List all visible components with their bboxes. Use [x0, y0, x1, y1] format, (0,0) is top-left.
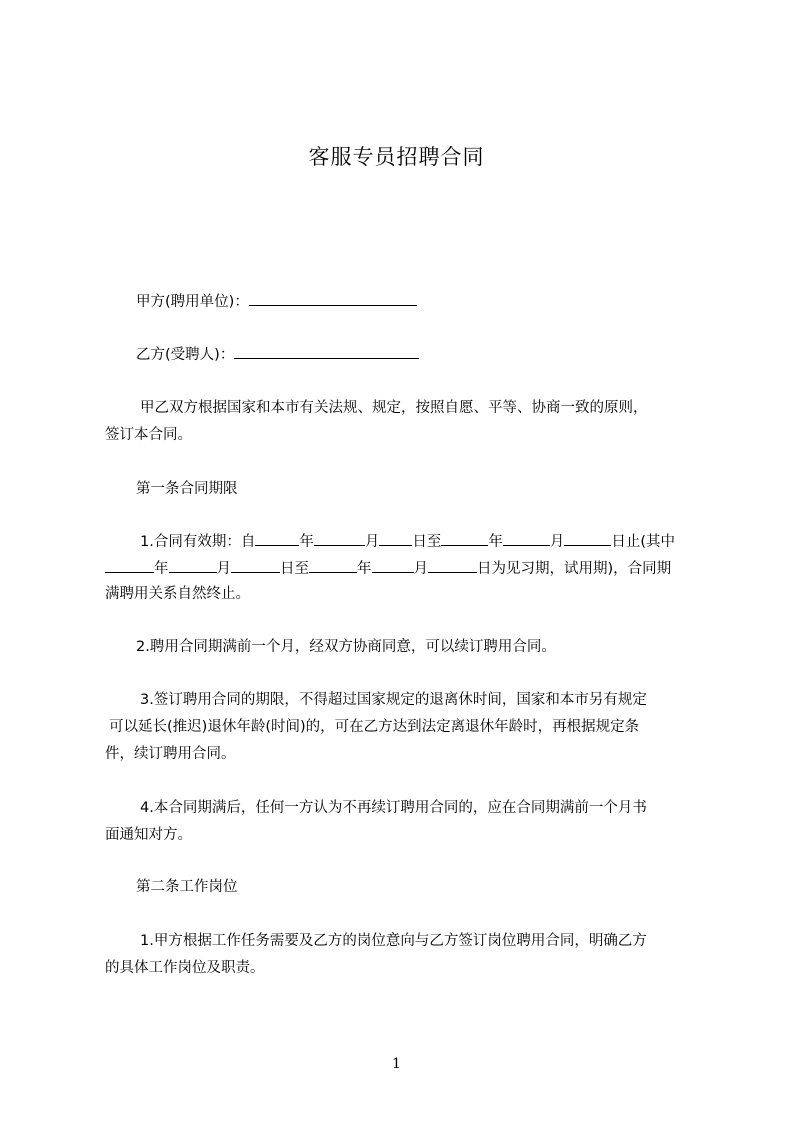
party-b-blank — [234, 344, 419, 359]
section1-item3-line3: 件，续订聘用合同。 — [105, 746, 236, 762]
section1-item1-line3: 满聘用关系自然终止。 — [105, 586, 250, 602]
party-a-blank — [249, 291, 417, 306]
section1-item3-line2: 可以延长(推迟)退休年龄(时间)的，可在乙方达到法定离退休年龄时，再根据规定条 — [109, 719, 640, 735]
section1-item2-line1: 2.聘用合同期满前一个月，经双方协商同意，可以续订聘用合同。 — [136, 639, 556, 655]
page-number: 1 — [392, 1056, 401, 1072]
section2-item1-line2: 的具体工作岗位及职责。 — [105, 960, 265, 976]
section1-item4-line2: 面通知对方。 — [105, 827, 192, 843]
blank — [379, 531, 412, 546]
text-fragment: 月 — [216, 561, 231, 577]
section2-item1-line1: 1.甲方根据工作任务需要及乙方的岗位意向与乙方签订岗位聘用合同，明确乙方 — [140, 933, 647, 949]
document-title: 客服专员招聘合同 — [308, 145, 485, 169]
text-fragment: 年 — [299, 534, 314, 550]
blank — [564, 531, 611, 546]
party-b-line — [136, 344, 419, 365]
blank — [105, 558, 154, 573]
text-fragment: 日为见习期，试用期)，合同期 — [477, 561, 672, 577]
blank — [503, 531, 550, 546]
party-a-line — [136, 291, 417, 312]
text-fragment: 年 — [488, 534, 503, 550]
text-fragment: 年 — [357, 561, 372, 577]
intro-line-1: 甲乙双方根据国家和本市有关法规、规定，按照自愿、平等、协商一致的原则， — [140, 400, 648, 416]
section1-item3-line1: 3.签订聘用合同的期限，不得超过国家规定的退离休时间，国家和本市另有规定 — [140, 692, 647, 708]
blank — [309, 558, 357, 573]
text-fragment: 年 — [154, 561, 169, 577]
blank — [255, 531, 299, 546]
text-fragment: 月 — [549, 534, 565, 550]
text-fragment: 月 — [413, 561, 428, 577]
section1-heading: 第一条合同期限 — [136, 481, 238, 497]
section1-item1-line2 — [105, 558, 671, 579]
section1-item1-line1 — [140, 531, 675, 552]
blank — [314, 531, 365, 546]
blank — [428, 558, 477, 573]
section2-heading: 第二条工作岗位 — [136, 879, 238, 895]
text-fragment: 1.合同有效期：自 — [140, 534, 256, 550]
text-fragment: 日至 — [280, 561, 309, 577]
blank — [441, 531, 488, 546]
party-b-label: 乙方(受聘人)： — [136, 347, 235, 363]
section1-item4-line1: 4.本合同期满后，任何一方认为不再续订聘用合同的，应在合同期满前一个月书 — [140, 800, 647, 816]
blank — [169, 558, 217, 573]
text-fragment: 日止(其中 — [611, 534, 676, 550]
blank — [372, 558, 414, 573]
intro-line-2: 签订本合同。 — [105, 427, 192, 443]
blank — [231, 558, 280, 573]
party-a-label: 甲方(聘用单位)： — [136, 294, 249, 310]
text-fragment: 月 — [364, 534, 380, 550]
text-fragment: 日至 — [412, 534, 442, 550]
